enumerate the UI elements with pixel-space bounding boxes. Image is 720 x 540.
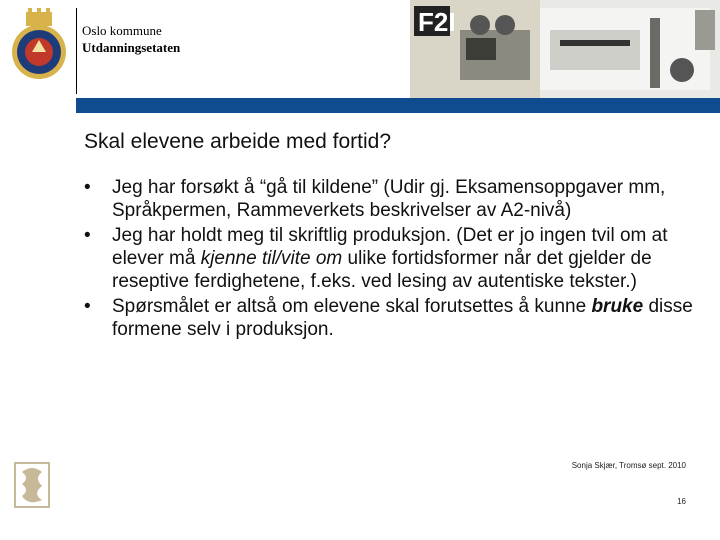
bullet-text: Jeg har holdt meg til skriftlig produksjon. (Det er jo ingen tvil om at elever må bbox=[112, 225, 668, 269]
bullet-text: disse formene selv i produksjon. bbox=[112, 296, 693, 340]
bullet-text: Spørsmålet er altså om elevene skal forutsettes å kunne bbox=[112, 296, 592, 317]
bullet-marker: • bbox=[84, 296, 91, 317]
bullet-text: ulike fortidsformer når det gjelder de reseptive ferdighetene, f.eks. ved lesing av autentiske tekster.) bbox=[112, 248, 652, 292]
org-name-line2: Utdanningsetaten bbox=[82, 40, 181, 55]
header-banner-image bbox=[410, 0, 720, 98]
bullet-item bbox=[84, 176, 694, 222]
bullet-text: bruke bbox=[591, 296, 644, 317]
header-divider bbox=[76, 8, 77, 94]
footer-credit: Sonja Skjær, Tromsø sept. 2010 bbox=[571, 461, 686, 470]
bullet-list bbox=[84, 176, 694, 343]
footer-logo-icon bbox=[14, 462, 50, 508]
page-number: 16 bbox=[677, 497, 686, 506]
oslo-coat-of-arms-logo bbox=[10, 8, 68, 84]
bullet-item bbox=[84, 295, 694, 341]
bullet-marker: • bbox=[84, 225, 91, 246]
organization-name bbox=[82, 22, 180, 56]
slide-title: Skal elevene arbeide med fortid? bbox=[84, 130, 392, 153]
bullet-text: kjenne til/vite om bbox=[200, 248, 343, 269]
banner-logo-text: F2I bbox=[418, 7, 456, 37]
org-name-line1: Oslo kommune bbox=[82, 23, 162, 38]
bullet-text: Jeg har forsøkt å “gå til kildene” (Udir gj. Eksamensoppgaver mm, Språkpermen, Rammeverkets beskrivelser av A2-nivå) bbox=[112, 177, 666, 221]
bullet-marker: • bbox=[84, 177, 91, 198]
header-accent-bar bbox=[76, 98, 720, 113]
bullet-item bbox=[84, 224, 694, 293]
